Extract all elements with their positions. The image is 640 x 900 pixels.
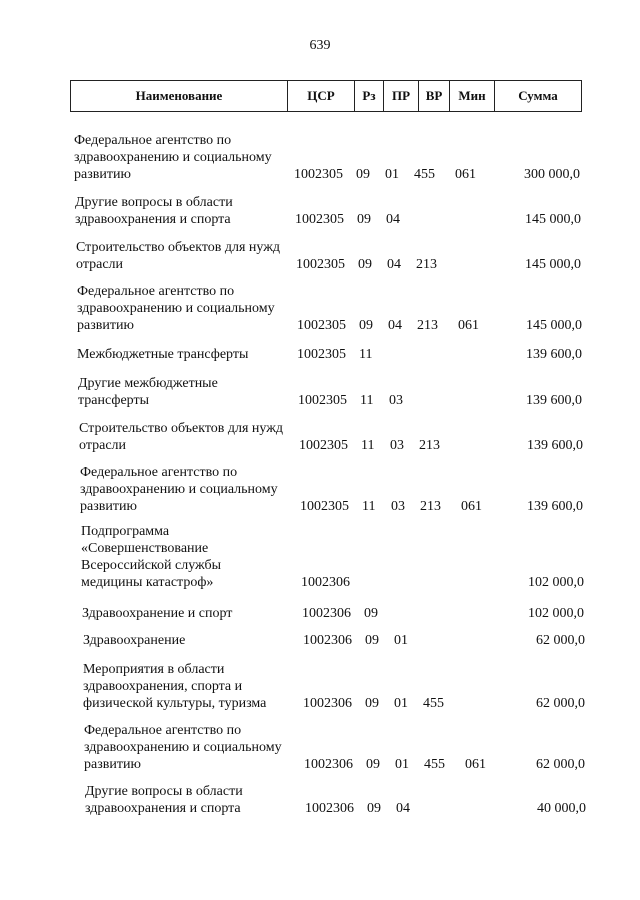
- row-vr: 213: [420, 499, 441, 514]
- page-number: 639: [309, 38, 331, 53]
- row-sum: 145 000,0: [525, 257, 581, 272]
- row-pr: 03: [390, 438, 404, 453]
- table-row: [0, 605, 640, 622]
- row-vr: 455: [414, 167, 435, 182]
- row-min: 061: [461, 499, 482, 514]
- header-pr: ПР: [383, 81, 418, 111]
- table-row: [0, 239, 640, 273]
- row-csr: 1002305: [297, 347, 346, 362]
- row-name: Здравоохранение и спорт: [82, 606, 233, 621]
- row-vr: 213: [419, 438, 440, 453]
- table-row: [0, 464, 640, 515]
- row-rz: 11: [362, 499, 376, 514]
- row-rz: 09: [356, 167, 370, 182]
- row-name: Межбюджетные трансферты: [77, 347, 249, 362]
- header-sum: Сумма: [494, 81, 581, 111]
- row-rz: 09: [357, 212, 371, 227]
- row-pr: 04: [387, 257, 401, 272]
- row-rz: 09: [358, 257, 372, 272]
- row-sum: 300 000,0: [524, 167, 580, 182]
- row-csr: 1002305: [299, 438, 348, 453]
- row-rz: 09: [364, 606, 378, 621]
- row-sum: 139 600,0: [527, 438, 583, 453]
- row-name: Федеральное агентство по здравоохранению и социальному развитию: [74, 133, 272, 182]
- table-header: [70, 80, 582, 112]
- row-sum: 62 000,0: [536, 633, 585, 648]
- row-sum: 139 600,0: [527, 499, 583, 514]
- table-row: [0, 722, 640, 773]
- row-rz: 11: [360, 393, 374, 408]
- header-min: Мин: [449, 81, 494, 111]
- row-csr: 1002306: [303, 633, 352, 648]
- row-csr: 1002306: [304, 757, 353, 772]
- row-name: Федеральное агентство по здравоохранению и социальному развитию: [80, 465, 278, 514]
- row-min: 061: [455, 167, 476, 182]
- row-csr: 1002306: [302, 606, 351, 621]
- row-name: Подпрограмма «Совершенствование Всероссийской службы медицины катастроф»: [81, 524, 222, 590]
- row-rz: 11: [361, 438, 375, 453]
- row-pr: 03: [391, 499, 405, 514]
- row-sum: 102 000,0: [528, 575, 584, 590]
- row-name: Мероприятия в области здравоохранения, спорта и физической культуры, туризма: [83, 662, 267, 711]
- row-sum: 145 000,0: [525, 212, 581, 227]
- header-vr: ВР: [418, 81, 449, 111]
- row-csr: 1002306: [305, 801, 354, 816]
- row-pr: 04: [388, 318, 402, 333]
- row-pr: 03: [389, 393, 403, 408]
- row-vr: 213: [417, 318, 438, 333]
- table-row: [0, 132, 640, 183]
- row-rz: 09: [365, 696, 379, 711]
- row-name: Здравоохранение: [83, 633, 186, 648]
- table-row: [0, 420, 640, 454]
- row-vr: 455: [423, 696, 444, 711]
- table-row: [0, 346, 640, 363]
- row-vr: 213: [416, 257, 437, 272]
- row-vr: 455: [424, 757, 445, 772]
- row-min: 061: [465, 757, 486, 772]
- row-csr: 1002306: [303, 696, 352, 711]
- row-csr: 1002305: [294, 167, 343, 182]
- header-name: Наименование: [135, 88, 223, 103]
- row-csr: 1002305: [297, 318, 346, 333]
- row-pr: 01: [385, 167, 399, 182]
- table-row: [0, 783, 640, 817]
- row-sum: 145 000,0: [526, 318, 582, 333]
- row-csr: 1002305: [300, 499, 349, 514]
- row-name: Строительство объектов для нужд отрасли: [79, 421, 284, 453]
- row-sum: 62 000,0: [536, 757, 585, 772]
- row-sum: 102 000,0: [528, 606, 584, 621]
- row-csr: 1002305: [295, 212, 344, 227]
- table-row: [0, 194, 640, 228]
- row-rz: 09: [359, 318, 373, 333]
- row-rz: 09: [367, 801, 381, 816]
- row-pr: 04: [396, 801, 410, 816]
- row-name: Федеральное агентство по здравоохранению и социальному развитию: [77, 284, 275, 333]
- row-name: Другие межбюджетные трансферты: [78, 376, 218, 408]
- row-sum: 62 000,0: [536, 696, 585, 711]
- row-pr: 04: [386, 212, 400, 227]
- row-pr: 01: [395, 757, 409, 772]
- row-name: Федеральное агентство по здравоохранению и социальному развитию: [84, 723, 282, 772]
- row-pr: 01: [394, 696, 408, 711]
- row-rz: 09: [365, 633, 379, 648]
- row-min: 061: [458, 318, 479, 333]
- table-row: [0, 661, 640, 712]
- header-csr: ЦСР: [287, 81, 354, 111]
- row-pr: 01: [394, 633, 408, 648]
- row-name: Другие вопросы в области здравоохранения и спорта: [85, 784, 243, 816]
- header-rz: Рз: [354, 81, 383, 111]
- row-sum: 40 000,0: [537, 801, 586, 816]
- row-sum: 139 600,0: [526, 347, 582, 362]
- row-csr: 1002305: [298, 393, 347, 408]
- table-row: [0, 632, 640, 649]
- row-name: Другие вопросы в области здравоохранения и спорта: [75, 195, 233, 227]
- row-rz: 09: [366, 757, 380, 772]
- table-row: [0, 523, 640, 591]
- row-rz: 11: [359, 347, 373, 362]
- row-csr: 1002305: [296, 257, 345, 272]
- row-sum: 139 600,0: [526, 393, 582, 408]
- row-csr: 1002306: [301, 575, 350, 590]
- table-row: [0, 375, 640, 409]
- row-name: Строительство объектов для нужд отрасли: [76, 240, 281, 272]
- table-row: [0, 283, 640, 334]
